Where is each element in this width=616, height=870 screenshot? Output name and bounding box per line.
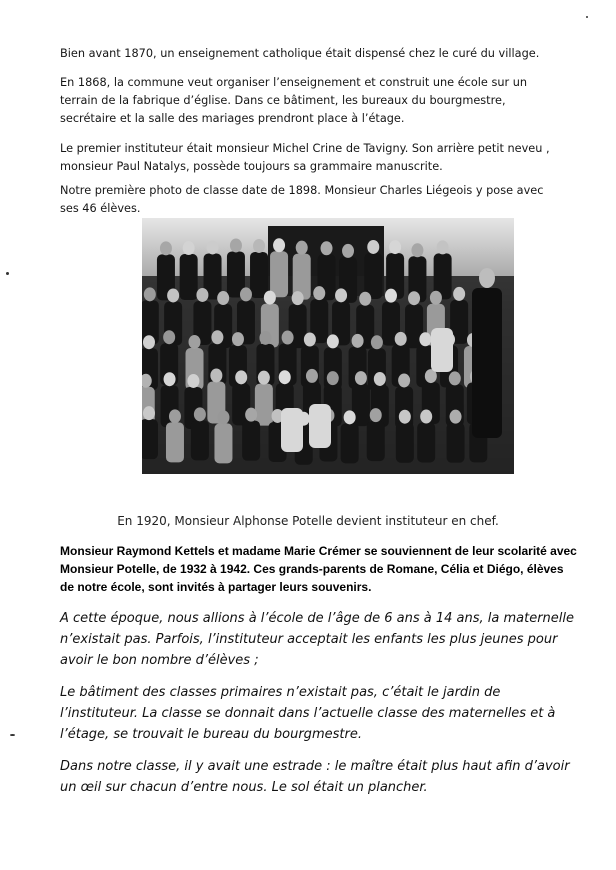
testimony-paragraph-1: A cette époque, nous allions à l’école de l’âge de 6 ans à 14 ans, la maternelle n’existait pas. Parfois, l’instituteur acceptait les enfants les plus jeunes pour avoir le bon nombre d’élèves ; — [60, 611, 575, 668]
paragraph-first-class-photo: Notre première photo de classe date de 1898. Monsieur Charles Liégeois y pose avec ses 46 élèves. — [60, 184, 544, 215]
class-photo-image — [142, 218, 514, 474]
scan-speck — [10, 734, 15, 736]
scan-speck — [6, 272, 9, 275]
intro-paragraph: Monsieur Raymond Kettels et madame Marie Crémer se souviennent de leur scolarité avec Monsieur Potelle, de 1932 à 1942. Ces grands-parents de Romane, Célia et Diégo, élèves de notre école, sont invités à partager leurs souvenirs. — [60, 544, 577, 594]
photo-caption: En 1920, Monsieur Alphonse Potelle devient instituteur en chef. — [117, 514, 499, 528]
paragraph-catholic-teaching: Bien avant 1870, un enseignement catholique était dispensé chez le curé du village. — [60, 47, 540, 60]
scan-speck — [586, 16, 588, 18]
paragraph-school-construction: En 1868, la commune veut organiser l’enseignement et construit une école sur un terrain de la fabrique d’église. Dans ce bâtiment, les bureaux du bourgmestre, secrétaire et la salle des mariages prendront place à l’étage. — [60, 76, 528, 125]
testimony-paragraph-2: Le bâtiment des classes primaires n’existait pas, c’était le jardin de l’instituteur. La classe se donnait dans l’actuelle classe des maternelles et à l’étage, se trouvait le bureau du bourgmestre. — [60, 685, 556, 742]
class-photo-1898 — [142, 218, 514, 474]
testimony-paragraph-3: Dans notre classe, il y avait une estrade : le maître était plus haut afin d’avoir un œil sur chacun d’entre nous. Le sol était un plancher. — [60, 759, 570, 795]
paragraph-first-teacher: Le premier instituteur était monsieur Michel Crine de Tavigny. Son arrière petit neveu , monsieur Paul Natalys, possède toujours sa grammaire manuscrite. — [60, 142, 550, 173]
